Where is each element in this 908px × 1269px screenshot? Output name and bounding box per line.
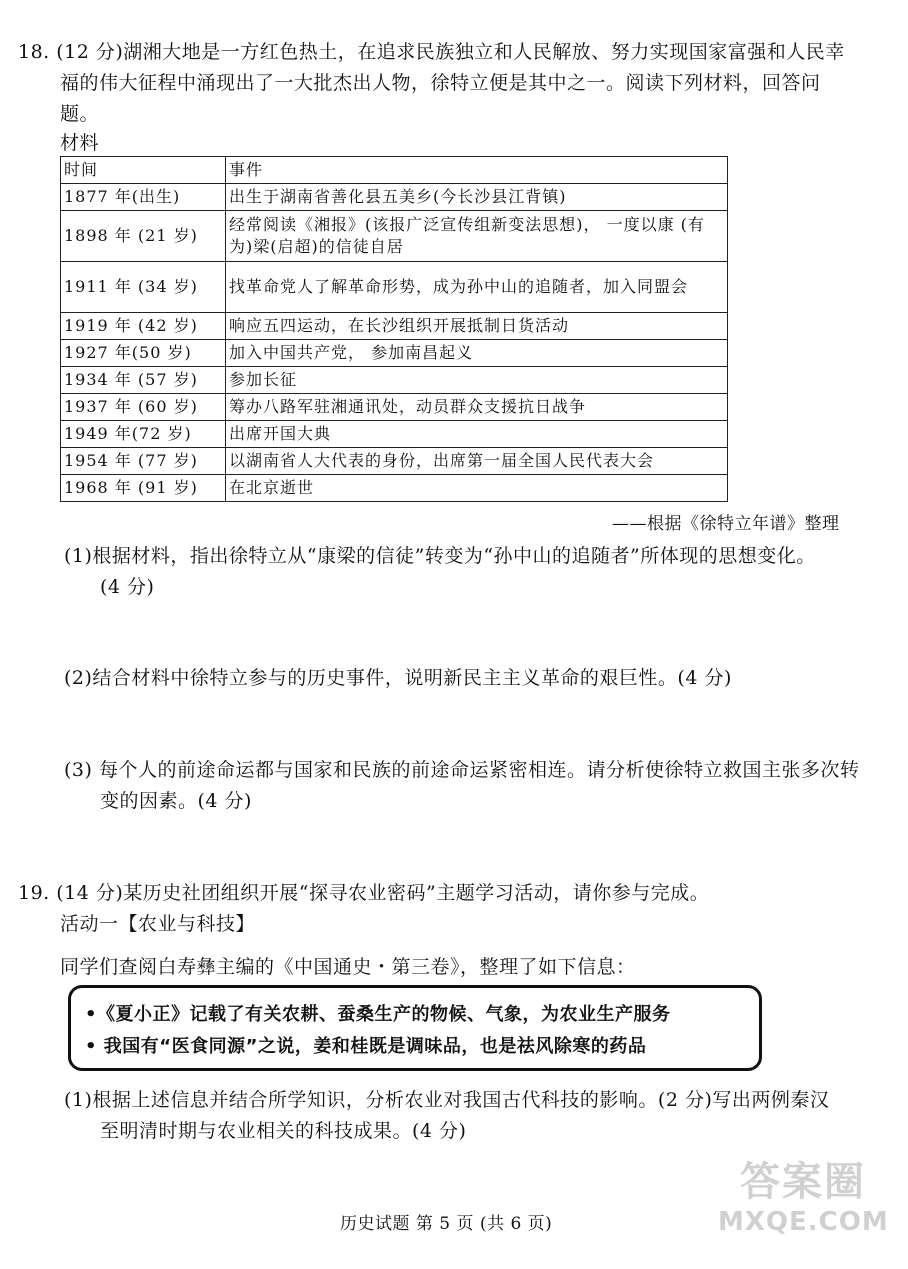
row-time: 1919 年 (42 岁) — [61, 313, 226, 340]
table-header-row — [61, 157, 728, 184]
q19-sub1-line-1: (1)根据上述信息并结合所学知识，分析农业对我国古代科技的影响。(2 分)写出两例秦汉 — [64, 1089, 830, 1111]
header-event: 事件 — [226, 157, 728, 184]
table-row — [61, 475, 728, 502]
q19-activity-title: 活动一【农业与科技】 — [60, 913, 256, 935]
table-row — [61, 262, 728, 313]
q19-intro: 19. (14 分)某历史社团组织开展“探寻农业密码”主题学习活动，请你参与完成。 — [18, 882, 710, 904]
info-box-line-2: • 我国有“医食同源”之说，姜和桂既是调味品，也是祛风除寒的药品 — [85, 1036, 647, 1057]
row-time: 1898 年 (21 岁) — [61, 211, 226, 262]
row-event: 加入中国共产党， 参加南昌起义 — [226, 340, 728, 367]
row-time: 1968 年 (91 岁) — [61, 475, 226, 502]
row-event: 出生于湖南省善化县五美乡(今长沙县江背镇) — [226, 184, 728, 211]
table-row — [61, 313, 728, 340]
watermark-logo — [718, 1157, 888, 1257]
handwritten-info-box — [68, 985, 762, 1071]
q19-sub1-line-2: 至明清时期与农业相关的科技成果。(4 分) — [100, 1120, 467, 1142]
row-time: 1934 年 (57 岁) — [61, 367, 226, 394]
row-event: 以湖南省人大代表的身份，出席第一届全国人民代表大会 — [226, 448, 728, 475]
table-row — [61, 184, 728, 211]
table-row — [61, 448, 728, 475]
row-time: 1877 年(出生) — [61, 184, 226, 211]
q18-sub3-line-2: 变的因素。(4 分) — [100, 790, 252, 812]
row-event: 出席开国大典 — [226, 421, 728, 448]
row-event: 参加长征 — [226, 367, 728, 394]
watermark-text-1: 答案圈 — [740, 1159, 866, 1205]
q18-sub1-line-1: (1)根据材料，指出徐特立从“康梁的信徒”转变为“孙中山的追随者”所体现的思想变化。 — [64, 545, 816, 567]
page-footer: 历史试题 第 5 页 (共 6 页) — [340, 1214, 553, 1234]
q18-sub3-line-1: (3) 每个人的前途命运都与国家和民族的前途命运紧密相连。请分析使徐特立救国主张多次转 — [64, 759, 860, 781]
row-time: 1949 年(72 岁) — [61, 421, 226, 448]
header-time: 时间 — [61, 157, 226, 184]
table-row — [61, 394, 728, 421]
watermark-text-2: MXQE.COM — [718, 1207, 889, 1237]
row-time: 1911 年 (34 岁) — [61, 262, 226, 313]
info-box-line-1: •《夏小正》记载了有关农耕、蚕桑生产的物候、气象，为农业生产服务 — [85, 1004, 671, 1025]
row-time: 1954 年 (77 岁) — [61, 448, 226, 475]
table-row — [61, 421, 728, 448]
row-time: 1927 年(50 岁) — [61, 340, 226, 367]
row-event: 经常阅读《湘报》(该报广泛宣传组新变法思想)， 一度以康 (有为)梁(启超)的信徒自居 — [226, 211, 728, 262]
row-event: 找革命党人了解革命形势，成为孙中山的追随者，加入同盟会 — [226, 262, 728, 313]
material-label: 材料 — [60, 132, 100, 154]
material-source: ——根据《徐特立年谱》整理 — [612, 514, 840, 534]
row-event: 筹办八路军驻湘通讯处，动员群众支援抗日战争 — [226, 394, 728, 421]
table-row — [61, 340, 728, 367]
table-row — [61, 367, 728, 394]
row-time: 1937 年 (60 岁) — [61, 394, 226, 421]
q18-intro-line-1: 18. (12 分)湖湘大地是一方红色热土，在追求民族独立和人民解放、努力实现国家富强和人民幸 — [18, 41, 845, 63]
row-event: 响应五四运动，在长沙组织开展抵制日货活动 — [226, 313, 728, 340]
q18-sub1-line-2: (4 分) — [100, 576, 155, 598]
q18-sub2: (2)结合材料中徐特立参与的历史事件，说明新民主主义革命的艰巨性。(4 分) — [64, 667, 732, 689]
chronology-table — [60, 156, 728, 502]
q19-source-intro: 同学们查阅白寿彝主编的《中国通史・第三卷》，整理了如下信息： — [60, 956, 636, 978]
q18-intro-line-3: 题。 — [60, 103, 100, 125]
q18-intro-line-2: 福的伟大征程中涌现出了一大批杰出人物，徐特立便是其中之一。阅读下列材料，回答问 — [60, 72, 821, 94]
table-row — [61, 211, 728, 262]
row-event: 在北京逝世 — [226, 475, 728, 502]
